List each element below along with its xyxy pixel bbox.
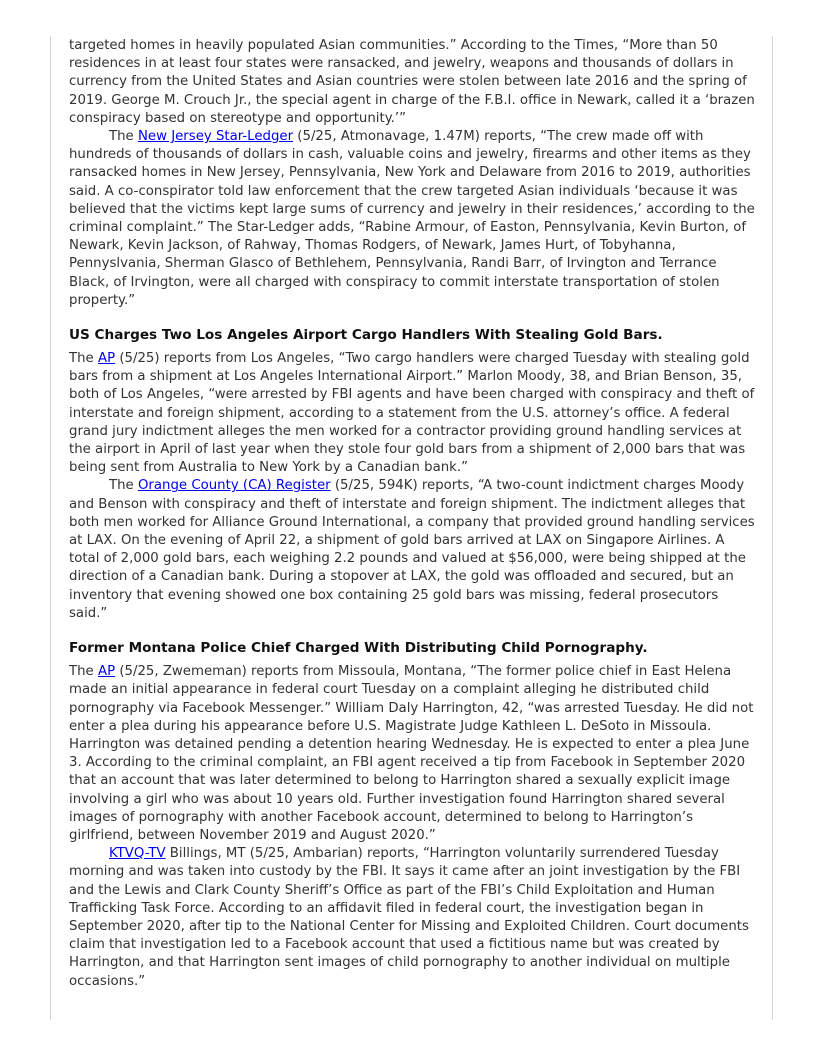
paragraph-text: The <box>69 351 98 367</box>
paragraph-text: (5/25, Zwememan) reports from Missoula, Montana, “The former police chief in East Helena made an initial appearance in federal court Tuesday on a complaint alleging he distributed child pornography via Facebook Messenger.” William Daly Harrington, 42, “was arrested Tuesday. He did not enter a plea during his appearance before U.S. Magistrate Judge Kathleen L. DeSoto in Missoula. Harrington was detained pending a detention hearing Wednesday. He is expected to enter a plea June 3. According to the criminal complaint, an FBI agent received a tip from Facebook in September 2020 that an account that was later determined to belong to Harrington shared a sexually explicit image involving a girl who was about 10 years old. Further investigation found Harrington shared several images of pornography with another Facebook account, determined to belong to Harrington’s girlfriend, between November 2019 and August 2020.” <box>69 664 754 843</box>
paragraph-text: Billings, MT (5/25, Ambarian) reports, “Harrington voluntarily surrendered Tuesday morning and was taken into custody by the FBI. It says it came after an joint investigation by the FBI and the Lewis and Clark County Sheriff’s Office as part of the FBI’s Child Exploitation and Human Trafficking Task Force. According to an affidavit filed in federal court, the investigation began in September 2020, after tip to the National Center for Missing and Exploited Children. Court documents claim that investigation led to a Facebook account that used a fictitious name but was created by Harrington, and that Harrington sent images of child pornography to another individual on multiple occasions.” <box>69 846 749 989</box>
source-link-ap[interactable]: AP <box>97 664 116 680</box>
paragraph-text: The <box>109 129 138 145</box>
paragraph <box>69 477 759 623</box>
source-link-ktvq-tv[interactable]: KTVQ-TV <box>109 846 166 862</box>
paragraph <box>69 350 759 477</box>
source-link-ap[interactable]: AP <box>97 351 116 367</box>
paragraph-text: (5/25, 594K) reports, “A two-count indictment charges Moody and Benson with conspiracy and theft of interstate and foreign shipment. The indictment alleges that both men worked for Alliance Ground International, a company that provided ground handling services at LAX. On the evening of April 22, a shipment of gold bars arrived at LAX on Singapore Airlines. A total of 2,000 gold bars, each weighing 2.2 pounds and valued at $56,000, were being shipped at the direction of a Canadian bank. During a stopover at LAX, the gold was offloaded and secured, but an inventory that evening showed one box containing 25 gold bars was missing, federal prosecutors said.” <box>69 478 755 621</box>
paragraph-text: (5/25) reports from Los Angeles, “Two cargo handlers were charged Tuesday with stealing gold bars from a shipment at Los Angeles International Airport.” Marlon Moody, 38, and Brian Benson, 35, both of Los Angeles, “were arrested by FBI agents and have been charged with conspiracy and theft of interstate and foreign shipment, according to a statement from the U.S. attorney’s office. A federal grand jury indictment alleges the men worked for a contractor providing ground handling services at the airport in April of last year when they stole four gold bars from a shipment of 2,000 bars that was being sent from Australia to New York by a Canadian bank.” <box>69 351 755 476</box>
article-headline: Former Montana Police Chief Charged With Distributing Child Pornography. <box>69 640 648 657</box>
paragraph-text: The <box>109 478 138 494</box>
paragraph-text: targeted homes in heavily populated Asian communities.” According to the Times, “More than 50 residences in at least four states were ransacked, and jewelry, weapons and thousands of dollars in currency from the United States and Asian countries were stolen between late 2016 and the spring of 2019. George M. Crouch Jr., the special agent in charge of the F.B.I. office in Newark, called it a ‘brazen conspiracy based on stereotype and opportunity.’” <box>69 38 755 126</box>
paragraph-text: The <box>69 664 98 680</box>
article-headline: US Charges Two Los Angeles Airport Cargo Handlers With Stealing Gold Bars. <box>69 327 663 344</box>
paragraph-text: (5/25, Atmonavage, 1.47M) reports, “The crew made off with hundreds of thousands of dollars in cash, valuable coins and jewelry, firearms and other items as they ransacked homes in New Jersey, Pennsylvania, New York and Delaware from 2016 to 2019, authorities said. A co-conspirator told law enforcement that the crew targeted Asian individuals ‘because it was believed that the victims kept large sums of currency and jewelry in their residences,’ according to the criminal complaint.” The Star-Ledger adds, “Rabine Armour, of Easton, Pennsylvania, Kevin Burton, of Newark, Kevin Jackson, of Rahway, Thomas Rodgers, of Newark, James Hurt, of Tobyhanna, Pennyslvania, Sherman Glasco of Bethlehem, Pennsylvania, Randi Barr, of Irvington and Terrance Black, of Irvington, were all charged with conspiracy to commit interstate transportation of stolen property.” <box>69 129 755 308</box>
paragraph <box>69 128 759 310</box>
source-link-orange-county-register[interactable]: Orange County (CA) Register <box>137 478 331 494</box>
paragraph <box>69 37 759 128</box>
paragraph <box>69 663 759 845</box>
newsletter-content <box>69 37 759 991</box>
source-link-star-ledger[interactable]: New Jersey Star-Ledger <box>137 129 294 145</box>
paragraph <box>69 845 759 991</box>
